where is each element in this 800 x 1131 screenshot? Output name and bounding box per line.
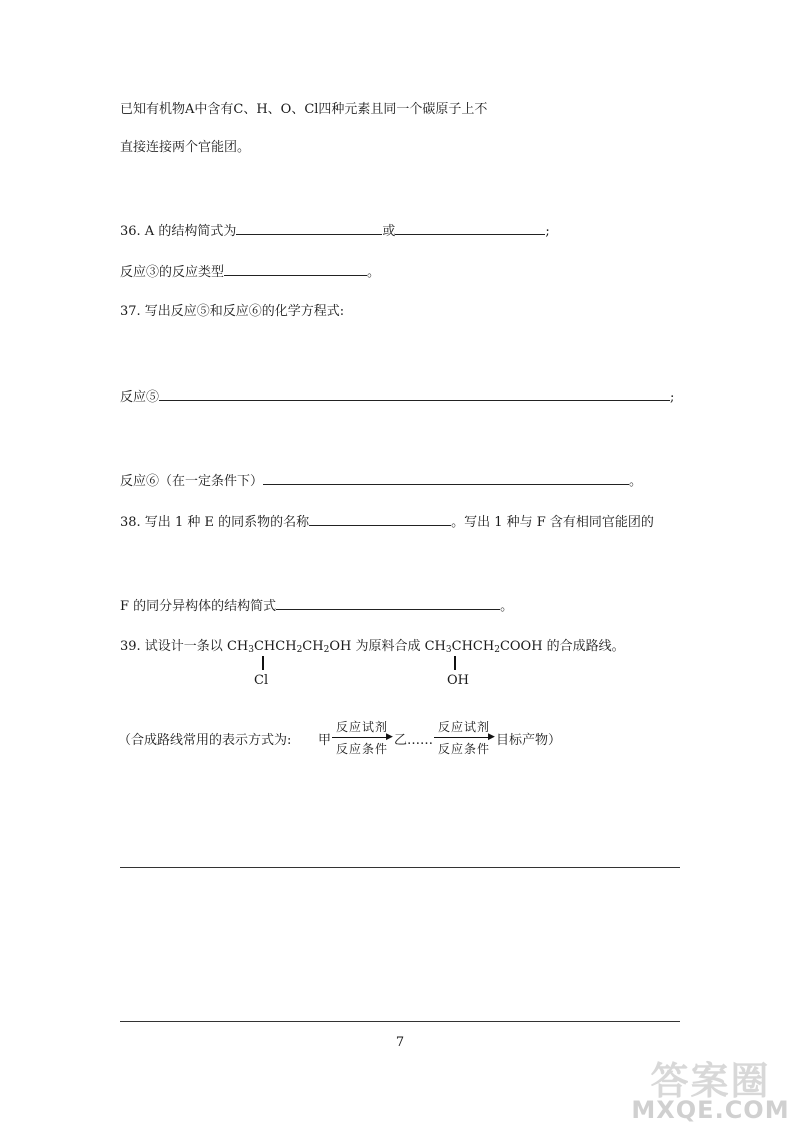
route-end: 目标产物） [496,733,562,748]
product-formula [425,638,543,656]
reaction-6-end: 。 [629,474,643,489]
formula-text: OH [329,639,352,654]
q38-part1: 38. 写出 1 种 E 的同系物的名称 [120,515,310,530]
q36-or: 或 [382,224,396,239]
question-36-reaction-type [120,261,380,282]
formula-subscript: 2 [494,645,500,655]
q37-prompt: 37. 写出反应⑤和反应⑥的化学方程式: [120,304,345,319]
watermark-bottom-text: MXQE.COM [631,1096,790,1124]
q36-line2-end: 。 [367,265,381,280]
formula-text: CH [226,639,249,654]
route-reagent-1: 反应试剂 [335,720,388,734]
q38-homolog-blank[interactable] [309,511,451,526]
intro-line-1 [120,101,487,119]
reaction-6-line [120,470,642,491]
question-39 [120,638,625,656]
formula-subscript: 2 [296,645,303,655]
footer-divider [120,1021,680,1022]
reactant-substituent: Cl [254,673,269,688]
answer-line[interactable] [120,867,680,868]
formula-text: CHCH [253,639,297,654]
q39-end: 的合成路线。 [542,639,625,654]
route-condition-2: 反应条件 [437,742,490,756]
reactant-formula [227,638,351,656]
q38-line2-prefix: F 的同分异构体的结构简式 [120,599,277,614]
q36-answer-blank-1[interactable] [236,220,382,235]
intro-text-1: 已知有机物A中含有C、H、O、Cl四种元素且同一个碳原子上不 [120,102,488,117]
formula-text: CH [302,639,324,654]
formula-text: COOH [499,639,543,654]
q36-reaction-type-blank[interactable] [224,261,367,276]
q38-part2: 。写出 1 种与 F 含有相同官能团的 [451,515,654,530]
formula-text: CH [424,639,446,654]
question-36 [120,220,550,241]
intro-line-2 [120,139,250,157]
route-reagent-2: 反应试剂 [437,720,490,734]
route-arrow-2 [434,718,494,758]
q39-mid: 为原料合成 [351,639,425,654]
question-37 [120,303,344,321]
product-substituent: OH [447,673,469,688]
page-number: 7 [395,1035,405,1050]
q36-line2-prefix: 反应③的反应类型 [120,265,225,280]
formula-subscript: 2 [323,645,330,655]
q39-prefix: 39. 试设计一条以 [120,639,227,654]
route-arrow-1 [332,718,392,758]
question-38-isomer [120,595,513,616]
formula-text: CHCH [451,639,495,654]
reaction-5-blank[interactable] [159,386,670,401]
q36-prefix: 36. A 的结构简式为 [120,224,237,239]
arrow-head-icon: ▶ [488,732,495,742]
q38-line2-end: 。 [500,599,514,614]
route-open: （合成路线常用的表示方式为: [118,733,292,748]
q36-end: ; [545,224,550,239]
arrow-shaft [434,737,490,738]
formula-subscript: 3 [248,645,254,655]
route-condition-1: 反应条件 [335,742,388,756]
reaction-6-blank[interactable] [263,470,629,485]
arrow-shaft [332,737,388,738]
reaction-5-line [120,386,674,407]
product-bond [454,656,456,670]
reactant-bond [262,656,264,670]
route-start: 甲 [318,733,332,748]
q38-isomer-blank[interactable] [276,595,500,610]
watermark-top-text: 答案圈 [650,1059,771,1103]
reaction-5-end: ; [670,390,675,405]
intro-text-2: 直接连接两个官能团。 [120,140,251,155]
q36-answer-blank-2[interactable] [395,220,545,235]
arrow-head-icon: ▶ [386,732,393,742]
watermark-logo [628,1050,793,1128]
reaction-6-label: 反应⑥（在一定条件下） [120,474,264,489]
formula-subscript: 3 [445,645,452,655]
question-38 [120,511,654,532]
reaction-5-label: 反应⑤ [120,390,160,405]
route-middle: 乙…… [394,733,434,748]
